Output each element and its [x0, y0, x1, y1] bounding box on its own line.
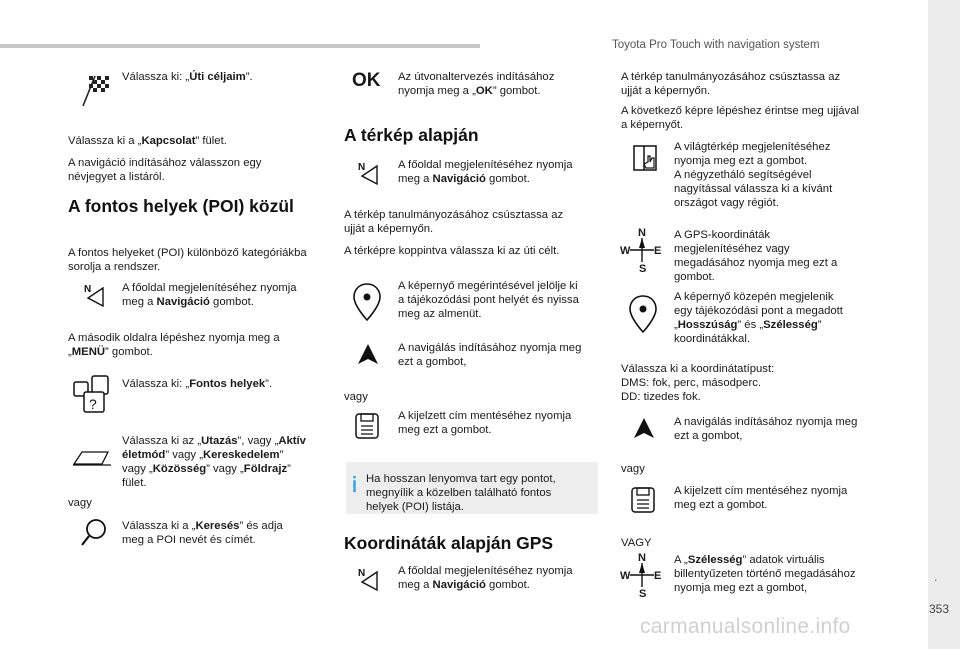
- info-line-3: helyek (POI) listája.: [366, 501, 464, 513]
- center-text-2: egy tájékozódási pont a megadott: [674, 305, 843, 317]
- c3-start-text-2: ezt a gombot,: [674, 430, 743, 442]
- map-nav-text-1: A főoldal megjelenítéséhez nyomja: [398, 159, 573, 171]
- side-margin-strip: [928, 0, 960, 649]
- svg-text:?: ?: [89, 396, 97, 412]
- compass-icon: N S W E: [620, 227, 662, 275]
- start-text-1: A navigálás indításához nyomja meg: [398, 342, 582, 354]
- contacts-line-1: A navigáció indításához válasszon egy: [68, 157, 262, 169]
- search-icon: [80, 518, 108, 548]
- save-icon: [630, 486, 656, 514]
- search-text-2: meg a POI nevét és címét.: [122, 534, 256, 546]
- world-text-3: A négyzetháló segítségével: [674, 169, 812, 181]
- categories-line-3: vagy „Közösség” vagy „Földrajz”: [122, 463, 291, 475]
- world-text-4: nagyítással válassza ki a kívánt: [674, 183, 833, 195]
- categories-line-4: fület.: [122, 477, 147, 489]
- or-text: vagy: [621, 463, 645, 475]
- poi-intro-2: sorolja a rendszer.: [68, 261, 161, 273]
- map-scroll-2: ujját a képernyőn.: [344, 223, 434, 235]
- lat-text-2: billentyűzeten történő megadásához: [674, 568, 856, 580]
- destination-text: Válassza ki: „Úti céljaim”.: [122, 71, 253, 83]
- categories-line-1: Válassza ki az „Utazás”, vagy „Aktív: [122, 435, 306, 447]
- nav-text-1: A főoldal megjelenítéséhez nyomja: [122, 282, 297, 294]
- or-upper-text: VAGY: [621, 537, 652, 549]
- tab-strip-icon: [72, 448, 112, 466]
- start-navigation-icon: [632, 416, 656, 440]
- save-icon: [354, 412, 380, 440]
- center-text-3: „Hosszúság” és „Szélesség”: [674, 319, 822, 331]
- map-pin-icon: [352, 282, 382, 322]
- menu-text-1: A második oldalra lépéshez nyomja meg a: [68, 332, 280, 344]
- c3-next-2: a képernyőt.: [621, 119, 684, 131]
- pin-text-3: meg az almenüt.: [398, 308, 482, 320]
- world-text-5: országot vagy régiót.: [674, 197, 779, 209]
- info-line-2: megnyílik a közelben található fontos: [366, 487, 552, 499]
- pin-text-2: a tájékozódási pont helyét és nyissa: [398, 294, 579, 306]
- coord-text-2: DMS: fok, perc, másodperc.: [621, 377, 762, 389]
- coord-text-1: Válassza ki a koordinátatípust:: [621, 363, 775, 375]
- world-text-2: nyomja meg ezt a gombot.: [674, 155, 808, 167]
- map-scroll-1: A térkép tanulmányozásához csúsztassa az: [344, 209, 564, 221]
- heading-poi: A fontos helyek (POI) közül: [68, 196, 294, 216]
- heading-gps: Koordináták alapján GPS: [344, 533, 554, 553]
- gps-nav-text-1: A főoldal megjelenítéséhez nyomja: [398, 565, 573, 577]
- world-map-icon: [630, 142, 660, 176]
- destination-flag-icon: [80, 72, 110, 108]
- svg-text:N: N: [358, 568, 366, 579]
- nav-text-2: meg a Navigáció gombot.: [122, 296, 254, 308]
- navigation-icon: [358, 566, 380, 592]
- center-text-1: A képernyő közepén megjelenik: [674, 291, 834, 303]
- or-text: vagy: [68, 497, 92, 509]
- navigation-icon: [84, 282, 106, 308]
- coord-text-3: DD: tizedes fok.: [621, 391, 701, 403]
- lat-text-3: nyomja meg ezt a gombot,: [674, 582, 808, 594]
- c3-start-text-1: A navigálás indításához nyomja meg: [674, 416, 858, 428]
- gps-text-4: gombot.: [674, 271, 715, 283]
- ok-text-2: nyomja meg a „OK” gombot.: [398, 85, 541, 97]
- ok-icon: OK: [352, 70, 381, 91]
- compass-icon: N S W E: [620, 552, 662, 600]
- world-text-1: A világtérkép megjelenítéséhez: [674, 141, 831, 153]
- gps-text-2: megjelenítéséhez vagy: [674, 243, 790, 255]
- navigation-icon: [358, 160, 380, 186]
- c3-save-text-2: meg ezt a gombot.: [674, 499, 768, 511]
- ok-text-1: Az útvonaltervezés indításához: [398, 71, 555, 83]
- info-box: [346, 462, 598, 514]
- heading-map: A térkép alapján: [344, 125, 479, 145]
- map-pin-icon: [628, 294, 658, 334]
- menu-text-2: „MENÜ” gombot.: [68, 346, 153, 358]
- page-number: 353: [929, 602, 950, 616]
- map-tap-text: A térképre koppintva válassza ki az úti célt.: [344, 245, 560, 257]
- or-text: vagy: [344, 391, 368, 403]
- search-text-1: Válassza ki a „Keresés” és adja: [122, 520, 283, 532]
- svg-text:N: N: [358, 162, 366, 173]
- running-header: Toyota Pro Touch with navigation system: [612, 39, 820, 51]
- info-icon: [352, 472, 357, 496]
- c3-scroll-1: A térkép tanulmányozásához csúsztassa az: [621, 71, 841, 83]
- info-line-1: Ha hosszan lenyomva tart egy pontot,: [366, 473, 556, 485]
- gps-text-3: megadásához nyomja meg ezt a: [674, 257, 838, 269]
- c3-save-text-1: A kijelzett cím mentéséhez nyomja: [674, 485, 848, 497]
- page-dot: .: [934, 570, 938, 584]
- c3-scroll-2: ujját a képernyőn.: [621, 85, 711, 97]
- gps-nav-text-2: meg a Navigáció gombot.: [398, 579, 530, 591]
- svg-text:N: N: [84, 284, 92, 295]
- poi-intro-1: A fontos helyeket (POI) különböző kategóriákba: [68, 247, 307, 259]
- save-text-2: meg ezt a gombot.: [398, 424, 492, 436]
- map-nav-text-2: meg a Navigáció gombot.: [398, 173, 530, 185]
- fontos-helyek-text: Válassza ki: „Fontos helyek”.: [122, 378, 273, 390]
- start-text-2: ezt a gombot,: [398, 356, 467, 368]
- gps-text-1: A GPS-koordináták: [674, 229, 771, 241]
- save-text-1: A kijelzett cím mentéséhez nyomja: [398, 410, 572, 422]
- contacts-line-2: névjegyet a listáról.: [68, 171, 165, 183]
- contacts-tab-text: Válassza ki a „Kapcsolat” fület.: [68, 135, 227, 147]
- c3-next-1: A következő képre lépéshez érintse meg ujjával: [621, 105, 859, 117]
- pin-text-1: A képernyő megérintésével jelölje ki: [398, 280, 578, 292]
- lat-text-1: A „Szélesség” adatok virtuális: [674, 554, 825, 566]
- watermark: carmanualsonline.info: [640, 615, 851, 638]
- poi-categories-icon: [72, 374, 112, 414]
- start-navigation-icon: [356, 342, 380, 366]
- header-rule: [0, 44, 480, 48]
- center-text-4: koordinátákkal.: [674, 333, 750, 345]
- categories-line-2: életmód” vagy „Kereskedelem”: [122, 449, 284, 461]
